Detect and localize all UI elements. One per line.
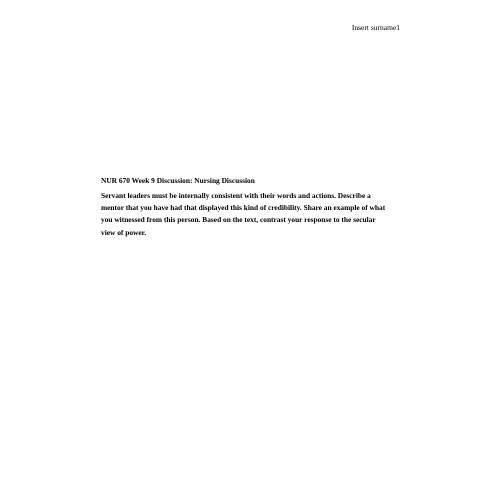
document-title: NUR 670 Week 9 Discussion: Nursing Discussion [101,176,255,185]
running-header: Insert surname1 [351,23,400,32]
prompt-line-4: view of power. [101,227,147,237]
prompt-line-1: Servant leaders must be internally consistent with their words and actions. Describe a [101,191,371,200]
prompt-line-3: you witnessed from this person. Based on the text, contrast your response to the secular [101,215,376,225]
prompt-line-2: mentor that you have had that displayed this kind of credibility. Share an example of what [101,203,386,213]
discussion-prompt [101,190,401,239]
document-body [101,176,401,239]
